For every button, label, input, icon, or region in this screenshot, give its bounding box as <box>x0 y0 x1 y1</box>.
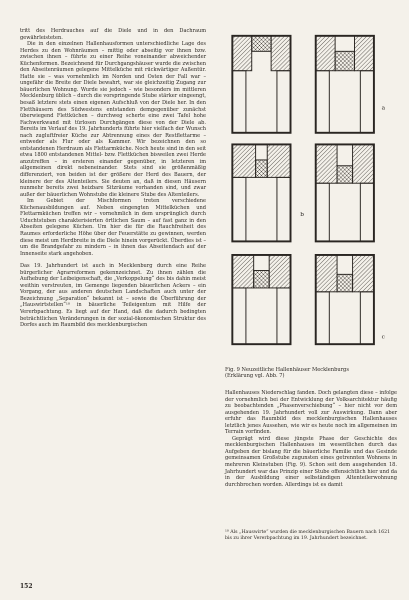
figure-label-a: a <box>381 105 386 112</box>
floor-plan-c2 <box>316 255 374 344</box>
caption-note: (Erklärung vgl. Abb. 7) <box>225 373 285 380</box>
caption-title: Fig. 9 Neuzeitliche Hallenhäuser Mecklenburgs <box>225 367 349 373</box>
paragraph: Im Gebiet der Mischformen treten verschiedene Küchenausbildungen auf. Neben eingengten Mittelküchen und Flettarmküchen treffen wir – vornehmlich in dem ursprünglich durch Uduchtstuben charakterisierten örtlichen Saum – auf fast ganz in den Abseiten gelegene Küchen. Um hier die für die Rauchfreiheit des Raumes erforderliche Höhe über der Feuerstätte zu gewinnen, werden diese meist um Herdbreite in die Diele hinein vorgerückt. Überdies ist – um die Brandgefahr zu mindern – in ihnen das Abseitendach auf der Innenseite stark angehoben. <box>20 198 206 257</box>
paragraph: Hallenhauses Niederschlag fanden. Doch gelangten diese – infolge der vornehmlich bei der Entwicklung der Volksarchitektur häufig zu beobachtenden „Phasenverschiebung“ – hier nicht vor dem ausgehenden 19. Jahrhundert voll zur Auswirkung. Dann aber erfuhr das Raumbild des mecklenburgischen Hallenhauses letztlich jenes Aussehen, wie wir es heute noch im allgemeinen im Terrain vorfinden. <box>225 390 397 436</box>
figure-label-b: b <box>300 212 304 219</box>
figure-caption <box>225 367 395 380</box>
figure-label-c: c <box>381 334 385 341</box>
floor-plan-b2 <box>316 144 374 241</box>
floor-plan-c1 <box>232 255 290 344</box>
paragraph: Das 19. Jahrhundert ist auch in Mecklenburg durch eine Reihe bürgerlicher Agrarreformen gekennzeichnet. Zu ihnen zählen die Aufhebung der Leibeigenschaft, die „Verkoppelung“ des bis dahin meist weithin verstreuten, im Gemenge liegenden bäuerlichen Ackers – ein Vorgang, der aus anderen deutschen Landschaften auch unter der Bezeichnung „Separation“ bekannt ist – sowie die Überführung der „Hauswirtstellen“¹⁰ in bäuerliche Teileigentum mit Hilfe der Vererbpachtung. Es liegt auf der Hand, daß die dadurch bedingten beträchtlichen Veränderungen in der sozial-ökonomischen Struktur des Dorfes auch im Raumbild des mecklenburgischen <box>20 263 206 329</box>
footnote: ¹⁰ Als „Hauswirte“ wurden die mecklenburgischen Bauern nach 1621 bis zu ihrer Vererbpachtung im 19. Jahrhundert bezeichnet. <box>225 530 391 541</box>
floor-plan-figure <box>222 30 392 350</box>
page-number: 152 <box>20 583 33 590</box>
figure-9 <box>222 30 392 354</box>
floor-plan-a2 <box>316 36 374 133</box>
right-text-column <box>225 390 397 488</box>
paragraph: tritt des Herdrauches auf die Diele und in den Dachraum gewährleisteten. <box>20 28 206 41</box>
left-text-column <box>20 28 206 329</box>
floor-plan-b1 <box>232 144 290 241</box>
paragraph: Geprägt wird diese jüngste Phase der Geschichte des mecklenburgischen Hallenhauses im wesentlichen durch das Aufgeben der bislang für die bäuerliche Familie und das Gesinde gemeinsamen Großstube zugunsten eines getrennten Wohnens in mehreren Kleinstuben (Fig. 9). Schon seit dem ausgehenden 18. Jahrhundert war das Prinzip einer Stube offensichtlich hier und da in der Ausbildung einer selbständigen Altenteilerwohnung durchbrochen worden. Allerdings ist es damit <box>225 435 397 488</box>
paragraph: Die in den einzelnen Hallenhausformen unterschiedliche Lage des Herdes zu den Wohnräumen – mittig oder abseitig vor ihnen bzw. zwischen ihnen – führte zu einer Reihe voneinander abweichender Küchenformen. Bezeichnend für Durchgangshäuser wurde die zwischen den Abseitenräumen gelegene Mittelküche mit rückwärtiger Außentür. Hatte sie – was vornehmlich im Norden und Osten der Fall war – ungefähr die Breite der Diele bewahrt, war sie gleichzeitig Zugang zur bäuerlichen Wohnung. Wurde sie jedoch – wie besonders im mittleren Mecklenburg üblich – durch die vorspringende Stube stärker eingeengt, besaß letztere stets einen eigenen Aufschluß von der Diele her. In den Fletthäusern des Südwestens entstanden demgegenüber zunächst überwiegend Flettküchen – durchweg scherte eine zwei Tafel hohe Fachwerkwand mit türlosen Durchgängen diese von der Diele ab. Bereits im Verlauf des 19. Jahrhunderts führte hier vielfach der Wunsch nach zugluftfreier Küche zur Abtrennung eines der Restflettarme – entweder als Flur oder als Kammer. Wir bezeichnen den so entstandenen Herdraum als Flettarmküche. Noch heute sind in den seit etwa 1800 entstandenen Mittel- bzw. Flettküchen bisweilen zwei Herde anzutreffen – in ersteren einander gegenüber, in letzteren im allgemeinen direkt nebeneinander. Stets sind sie größenmäßig differenziert, von beiden ist der größere der Herd des Bauern, der kleinere der des Altenteilers. Sie deuten an, daß in diesen Häusern nunmehr bereits zwei heizbare Sitzräume vorhanden sind, und zwar außer der bäuerlichen Wohnstube die kleinere Stube des Altenteilers. <box>20 41 206 198</box>
floor-plan-a1 <box>232 36 290 133</box>
